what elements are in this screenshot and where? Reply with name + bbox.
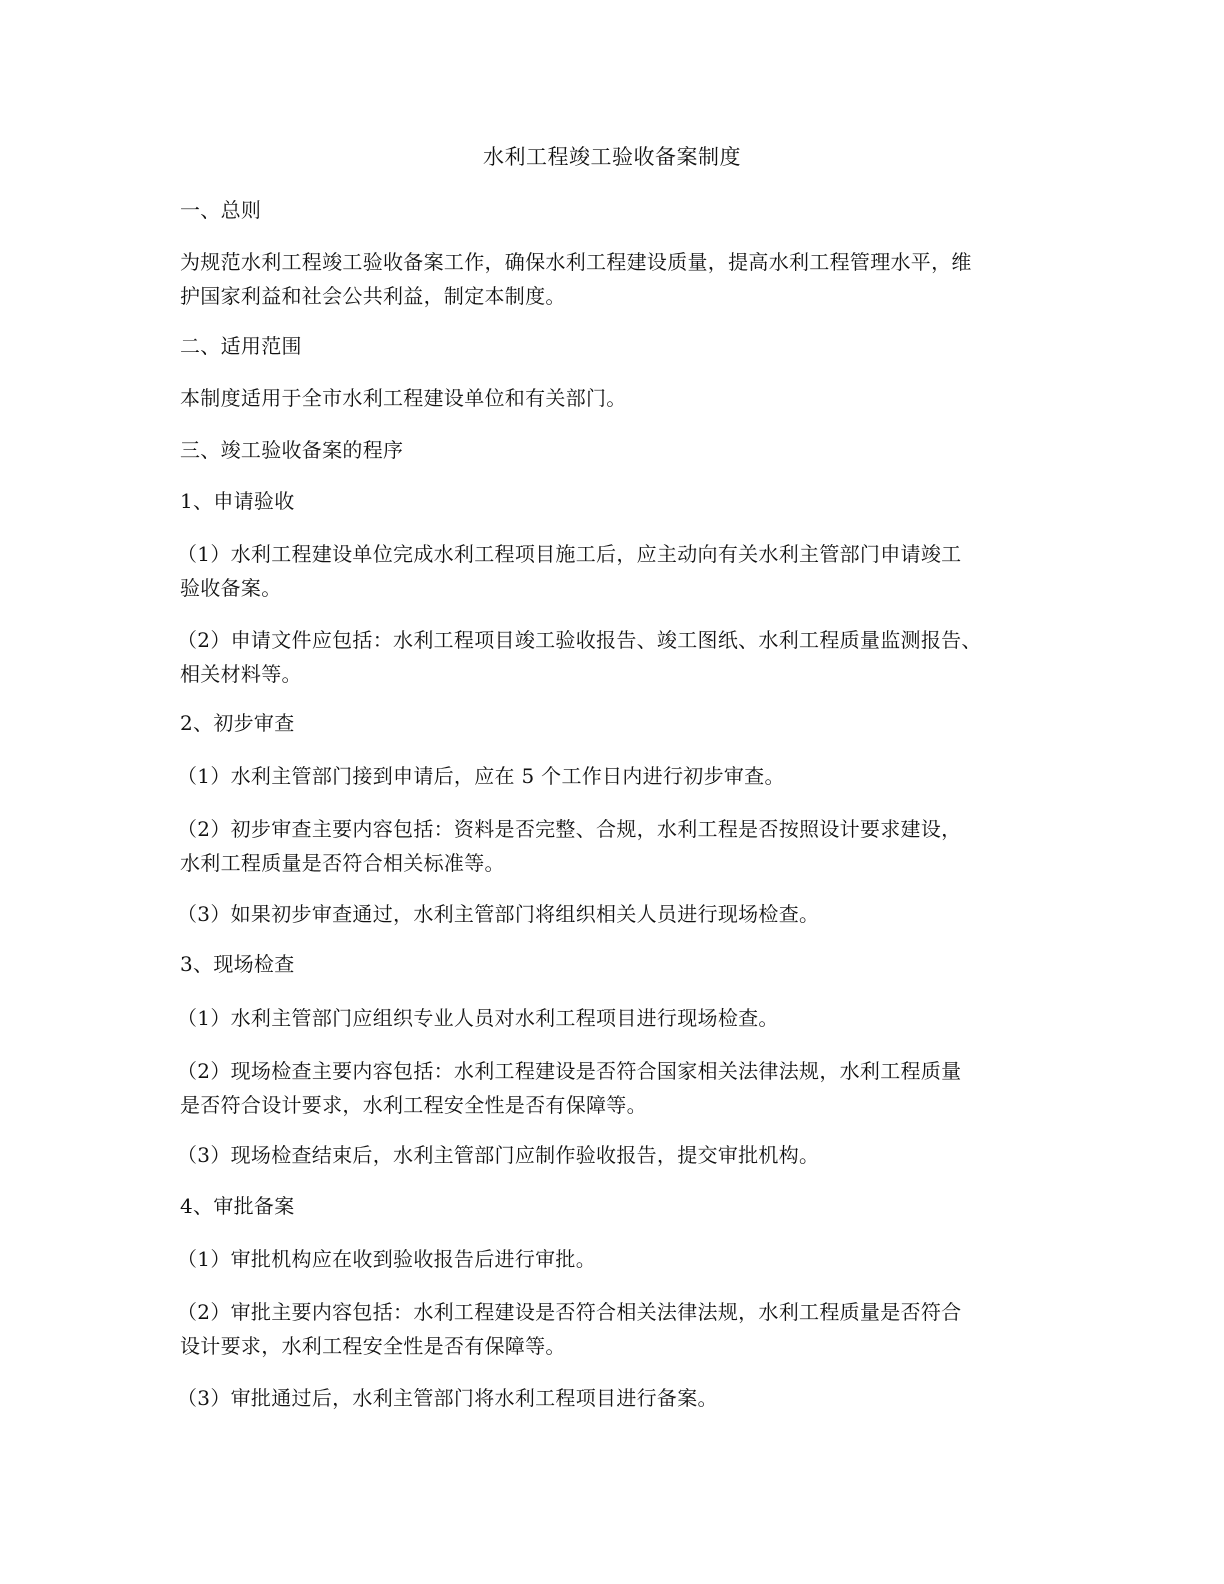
approval-item-3: （3）审批通过后，水利主管部门将水利工程项目进行备案。 xyxy=(177,1386,718,1410)
apply-item-1-line-2: 验收备案。 xyxy=(180,576,282,600)
apply-item-2 xyxy=(177,623,1057,691)
approval-item-2-line-1: （2）审批主要内容包括：水利工程建设是否符合相关法律法规，水利工程质量是否符合 xyxy=(177,1300,962,1324)
subsection-heading-apply: 1、申请验收 xyxy=(180,489,295,513)
scope-paragraph: 本制度适用于全市水利工程建设单位和有关部门。 xyxy=(180,386,627,410)
inspection-item-1: （1）水利主管部门应组织专业人员对水利工程项目进行现场检查。 xyxy=(177,1006,779,1030)
document-title: 水利工程竣工验收备案制度 xyxy=(483,145,741,169)
inspection-item-2 xyxy=(177,1054,1057,1122)
subsection-heading-approval: 4、审批备案 xyxy=(180,1194,295,1218)
apply-item-2-line-1: （2）申请文件应包括：水利工程项目竣工验收报告、竣工图纸、水利工程质量监测报告、 xyxy=(177,628,982,652)
preliminary-item-3: （3）如果初步审查通过，水利主管部门将组织相关人员进行现场检查。 xyxy=(177,902,820,926)
apply-item-1-line-1: （1）水利工程建设单位完成水利工程项目施工后，应主动向有关水利主管部门申请竣工 xyxy=(177,542,962,566)
preliminary-item-1: （1）水利主管部门接到申请后，应在 5 个工作日内进行初步审查。 xyxy=(177,764,785,788)
inspection-item-2-line-1: （2）现场检查主要内容包括：水利工程建设是否符合国家相关法律法规，水利工程质量 xyxy=(177,1059,962,1083)
approval-item-1: （1）审批机构应在收到验收报告后进行审批。 xyxy=(177,1247,597,1271)
apply-item-2-line-2: 相关材料等。 xyxy=(180,662,302,686)
subsection-heading-inspection: 3、现场检查 xyxy=(180,952,295,976)
subsection-heading-preliminary: 2、初步审查 xyxy=(180,711,295,735)
section-heading-procedure: 三、竣工验收备案的程序 xyxy=(180,438,404,462)
apply-item-1 xyxy=(177,537,1057,605)
preliminary-item-2 xyxy=(177,812,1057,880)
general-paragraph xyxy=(180,245,1060,313)
general-paragraph-line-2: 护国家利益和社会公共利益，制定本制度。 xyxy=(180,284,566,308)
approval-item-2-line-2: 设计要求，水利工程安全性是否有保障等。 xyxy=(180,1334,566,1358)
inspection-item-3: （3）现场检查结束后，水利主管部门应制作验收报告，提交审批机构。 xyxy=(177,1143,820,1167)
inspection-item-2-line-2: 是否符合设计要求，水利工程安全性是否有保障等。 xyxy=(180,1093,647,1117)
approval-item-2 xyxy=(177,1295,1057,1363)
section-heading-general: 一、总则 xyxy=(180,198,262,222)
preliminary-item-2-line-1: （2）初步审查主要内容包括：资料是否完整、合规，水利工程是否按照设计要求建设， xyxy=(177,817,962,841)
section-heading-scope: 二、适用范围 xyxy=(180,334,302,358)
preliminary-item-2-line-2: 水利工程质量是否符合相关标准等。 xyxy=(180,851,505,875)
general-paragraph-line-1: 为规范水利工程竣工验收备案工作，确保水利工程建设质量，提高水利工程管理水平，维 xyxy=(180,250,972,274)
